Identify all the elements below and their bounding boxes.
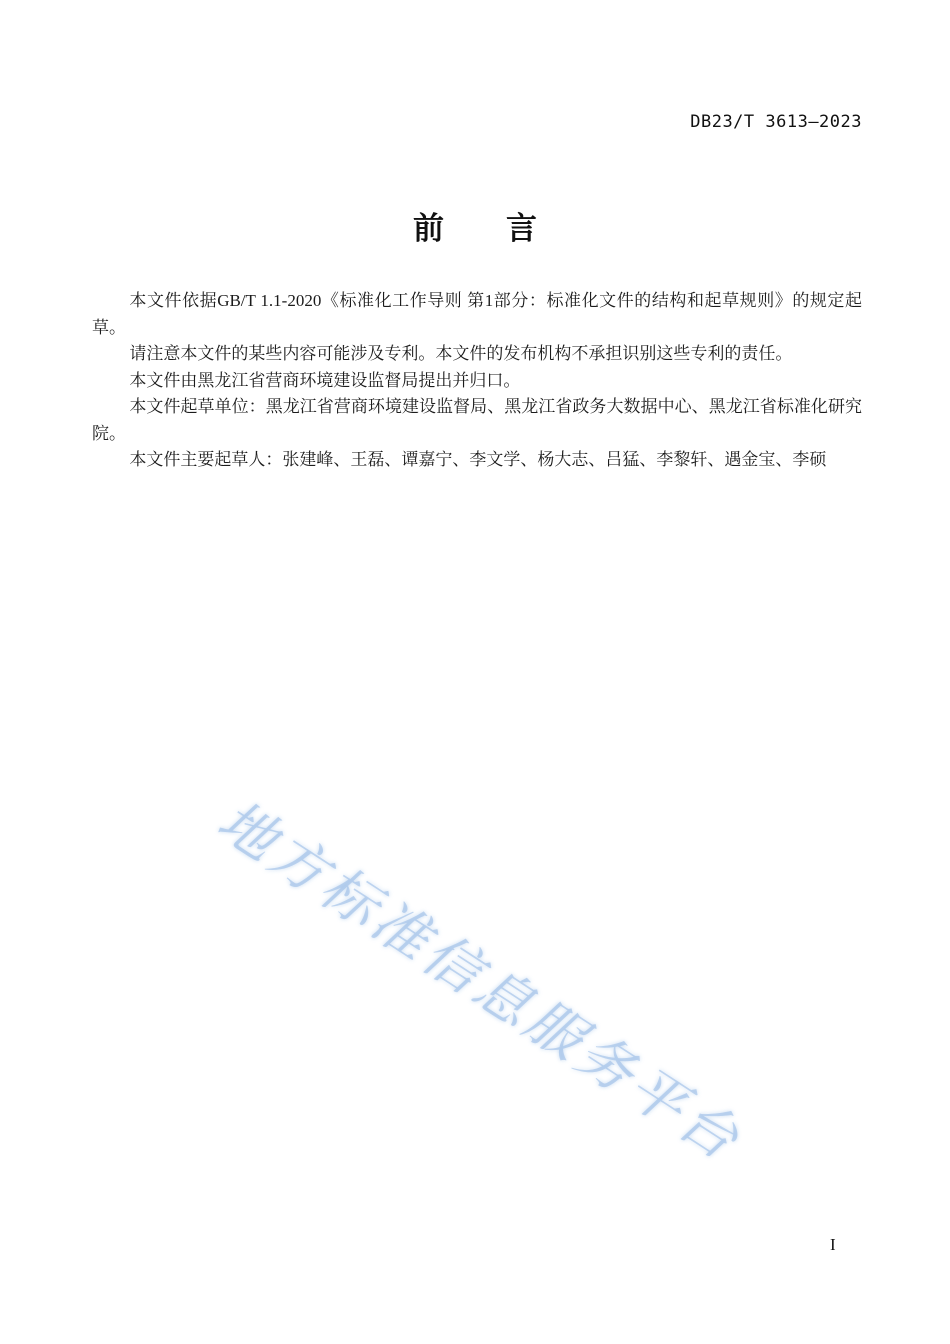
paragraph-drafting-basis: 本文件依据GB/T 1.1-2020《标准化工作导则 第1部分：标准化文件的结构和起草规则》的规定起草。 <box>92 291 862 337</box>
page-number: I <box>830 1235 836 1254</box>
watermark-text: 地方标准信息服务平台 <box>206 788 754 1175</box>
page-title: 前 言 <box>413 211 537 246</box>
foreword-body <box>92 288 862 474</box>
standard-number: DB23/T 3613—2023 <box>690 112 862 132</box>
paragraph-proposing-authority: 本文件由黑龙江省营商环境建设监督局提出并归口。 <box>129 370 521 390</box>
paragraph-drafting-organizations: 本文件起草单位：黑龙江省营商环境建设监督局、黑龙江省政务大数据中心、黑龙江省标准化研究院。 <box>92 397 862 443</box>
paragraph-patent-notice: 请注意本文件的某些内容可能涉及专利。本文件的发布机构不承担识别这些专利的责任。 <box>129 344 793 363</box>
paragraph-main-drafters: 本文件主要起草人：张建峰、王磊、谭嘉宁、李文学、杨大志、吕猛、李黎轩、遇金宝、李硕 <box>129 450 827 469</box>
